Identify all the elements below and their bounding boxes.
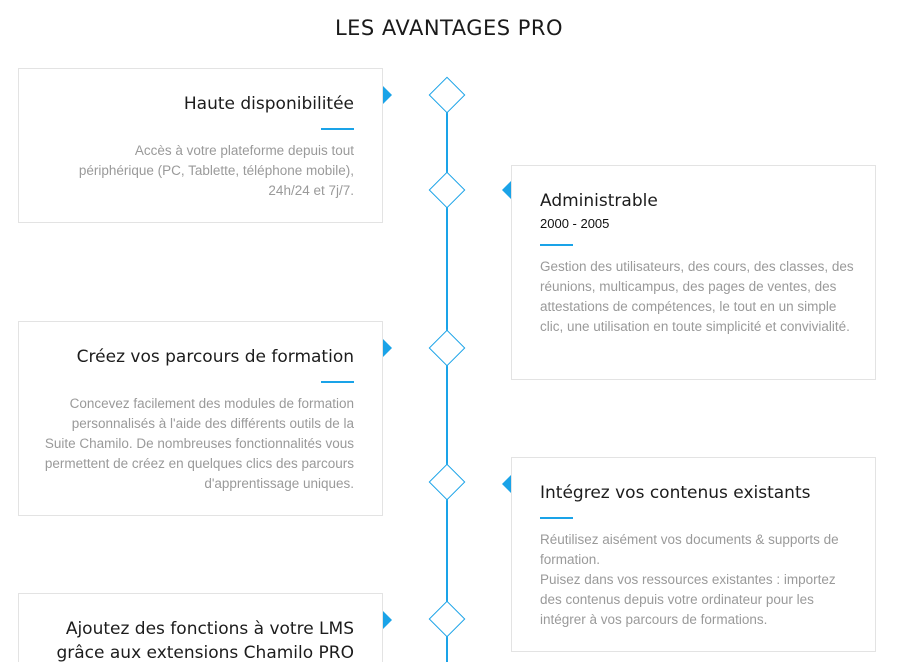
card-pointer-arrow: [502, 181, 511, 199]
feature-date-range: 2000 - 2005: [540, 216, 610, 231]
feature-title: Intégrez vos contenus existants: [540, 483, 811, 503]
feature-card-extensions-pro: [18, 593, 383, 662]
feature-title: Créez vos parcours de formation: [76, 347, 354, 367]
feature-title: Ajoutez des fonctions à votre LMS grâce aux extensions Chamilo PRO: [56, 619, 354, 662]
feature-title: Haute disponibilitée: [183, 94, 354, 114]
accent-bar: [321, 381, 354, 383]
feature-description: Gestion des utilisateurs, des cours, des classes, des réunions, multicampus, des pages de ventes, des attestations de compétences, le tout en un simple clic, une utilisation en toute simplicité et convivialité.: [540, 259, 854, 334]
page-title: LES AVANTAGES PRO: [334, 16, 564, 40]
timeline-node-4: [429, 464, 466, 501]
feature-card-contenus-existants: [511, 457, 876, 652]
feature-description: Concevez facilement des modules de formation personnalisés à l'aide des différents outils de la Suite Chamilo. De nombreuses fonctionnalités vous permettent de créez en quelques clics des parcours d'apprentissage uniques.: [44, 396, 354, 491]
card-pointer-arrow: [502, 475, 511, 493]
timeline-node-2: [429, 172, 466, 209]
timeline-node-1: [429, 77, 466, 114]
feature-card-haute-disponibilite: [18, 68, 383, 223]
accent-bar: [540, 244, 573, 246]
feature-description: Réutilisez aisément vos documents & supports de formation. Puisez dans vos ressources existantes : importez des contenus depuis votre ordinateur pour les intégrer à vos parcours de formations.: [540, 532, 839, 627]
card-pointer-arrow: [383, 611, 392, 629]
timeline-node-3: [429, 330, 466, 367]
timeline-node-5: [429, 601, 466, 638]
accent-bar: [540, 517, 573, 519]
feature-card-parcours-formation: [18, 321, 383, 516]
feature-description: Accès à votre plateforme depuis tout périphérique (PC, Tablette, téléphone mobile), 24h/24 et 7j/7.: [78, 143, 354, 198]
accent-bar: [321, 128, 354, 130]
feature-card-administrable: [511, 165, 876, 380]
card-pointer-arrow: [383, 86, 392, 104]
card-pointer-arrow: [383, 339, 392, 357]
feature-title: Administrable: [540, 191, 658, 211]
